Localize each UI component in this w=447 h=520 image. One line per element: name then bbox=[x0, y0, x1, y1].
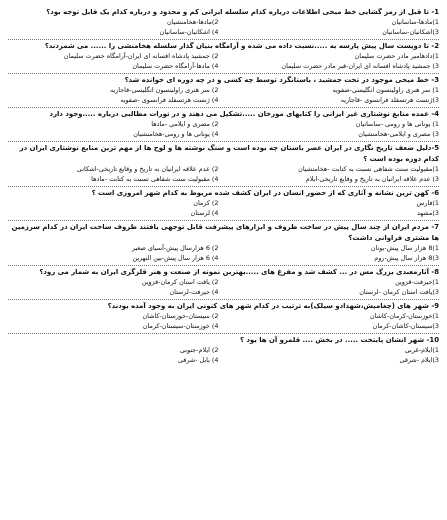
question-text: 1- تا قبل از رمز گشایی خط میخی اطلاعات درباره کدام سلسله ایرانی کم و محدود و درباره کدام یک قابل توجه بود؟ bbox=[46, 8, 439, 16]
option-4: 4) 6 هزار سال پیش-بین النهرین bbox=[132, 253, 219, 262]
question-7 bbox=[8, 221, 439, 266]
option-3: 3)یافت استان کرمان -لرستان bbox=[359, 287, 439, 296]
question-1 bbox=[8, 6, 439, 40]
question-text: 3- خط میخی موجود در تخت جمشید ، باستانگرد توسط چه کسی و در چه دوره ای خوانده شد؟ bbox=[124, 76, 439, 84]
question-2 bbox=[8, 40, 439, 74]
option-1: 1) یونانی ها و رومی -ساسانیان bbox=[355, 120, 439, 128]
options bbox=[8, 312, 439, 331]
option-2: 2) 6 هزارسال پیش-آسیای صغیر bbox=[131, 244, 219, 252]
question-text: 6- کهن ترین نشانه و آثاری که از حضور انسان در ایران کشف شده مربوط به کدام شهر امروزی است ؟ bbox=[91, 189, 439, 197]
question-text: 9- شهر های (چغامیش،شهدادو سیلک)به ترتیب در کدام شهر های کنونی ایران به وجود آمده بودند؟ bbox=[107, 302, 439, 310]
question-text: 8- آثارمعبدی بزرگ مس در ... کشف شد و مفرغ های .....بهترین نمونه از صنعت و هنر قلزگری ایران به شمار می رود؟ bbox=[39, 268, 439, 276]
options bbox=[8, 165, 439, 184]
question-10 bbox=[8, 334, 439, 367]
question-text: 5-دلیل ضعف تاریخ نگاری در ایران عصر باستان چه بوده است و سنگ نوشته ها و لوح ها از مهم ترین منابع نوشتاری ایران در کدام دوره بوده است ؟ bbox=[19, 144, 439, 163]
option-4: 4) مادها-آرامگاه حضرت سلیمان bbox=[132, 61, 219, 70]
options bbox=[8, 52, 439, 71]
option-2: 2) سیستان-خوزستان-کاشان bbox=[142, 312, 219, 320]
option-4: 4) اشکانیان-ساسانیان bbox=[159, 27, 219, 36]
option-2: 2) ایلام-جنوبی bbox=[179, 346, 219, 354]
option-4: 4) لرستان bbox=[190, 208, 219, 217]
option-2: 2) سر هنری راولینسون انگلیسی-قاجاریه bbox=[109, 86, 219, 94]
option-2: 2)مادها-هخامنشیان bbox=[167, 18, 219, 26]
options bbox=[8, 18, 439, 37]
option-3: 3)اشکانیان-ساسانیان bbox=[382, 27, 439, 36]
option-2: 2) کرمان bbox=[193, 199, 219, 207]
option-2: 2) عدم علاقه ایرانیان به تاریخ و وقایع تاریخی-اشکانی bbox=[76, 165, 219, 173]
question-5 bbox=[8, 142, 439, 187]
question-8 bbox=[8, 266, 439, 300]
question-3 bbox=[8, 74, 439, 108]
option-3: 3)ایلام -شرقی bbox=[399, 355, 439, 364]
option-1: 1)8 هزار سال پیش-یونان bbox=[370, 244, 439, 252]
option-4: 4) خوزستان-سیستان-کرمان bbox=[142, 321, 219, 330]
options bbox=[8, 278, 439, 297]
option-1: 1)ایلام-غربی bbox=[404, 346, 439, 354]
option-3: 3)سیستان-کاشان-کرمان bbox=[372, 321, 439, 330]
option-3: 3) عدم علاقه ایرانیان به تاریخ و وقایع تاریخی-ایلام bbox=[305, 174, 439, 183]
question-text: 10- شهر انشان پایتخت ..... در بخش .... قلمرو آن ها بود ؟ bbox=[239, 336, 439, 344]
options bbox=[8, 86, 439, 105]
option-4: 4) جیرفت-لرستان bbox=[169, 287, 219, 296]
option-1: 1)جیرفت-قزوین bbox=[395, 278, 439, 286]
question-4 bbox=[8, 108, 439, 142]
option-3: 3)8 هزار سال پیش-روم bbox=[374, 253, 439, 262]
question-9 bbox=[8, 300, 439, 334]
option-4: 4) بابل -شرقی bbox=[177, 355, 219, 364]
option-1: 1)خوزستان-کرمان-کاشان bbox=[369, 312, 439, 320]
option-4: 4) مقبولیت سنت شفاهی نسبت به کتابت -مادها bbox=[91, 174, 219, 183]
option-4: 4) یونانی ها و رومی-هخامنشیان bbox=[133, 129, 219, 138]
options bbox=[8, 244, 439, 263]
options bbox=[8, 120, 439, 139]
option-1: 1)دادهامیر مادر حضرت سلیمان bbox=[354, 52, 439, 60]
option-1: 1)فارس bbox=[416, 199, 439, 207]
option-2: 2) جمشید پادشاه افسانه ای ایران-آرامگاه حضرت سلیمان bbox=[63, 52, 219, 60]
option-1: 1) سر هنری راولینسون انگلیسی-صفویه bbox=[332, 86, 439, 94]
options bbox=[8, 346, 439, 365]
option-3: 3) مصری و ایلامی-هخامنشیان bbox=[358, 129, 439, 138]
option-4: 4) ژنست هرتسفلد فرانسوی -صفویه bbox=[120, 95, 219, 104]
option-3: 3)مشهد bbox=[417, 208, 439, 217]
option-1: 1)مادها-ساسانیان bbox=[391, 18, 439, 26]
options bbox=[8, 199, 439, 218]
question-6 bbox=[8, 187, 439, 221]
option-2: 2) مصری و ایلامی -مادها bbox=[151, 120, 219, 128]
question-text: 2- تا دویست سال پیش پارسه به .....نسبت داده می شده و آرامگاه بنیان گذار سلسله هخامنشی را ...... می شمردند؟ bbox=[44, 42, 439, 50]
option-2: 2) یافت استان کرمان-قزوین bbox=[141, 278, 219, 286]
option-1: 1)مقبولیت سنت شفاهی نسبت به کتابت -هخامنشیان bbox=[298, 165, 439, 173]
option-3: 3) جمشید پادشاه افسانه ای ایران-قبر مادر حضرت سلیمان bbox=[281, 61, 439, 70]
question-text: 7- مردم ایران از چند سال پیش در ساخت ظروف و ابزارهای پیشرفت قابل توجهی یافتند ظروف ساخت ایران در کدام سرزمین ها مشتری فراوانی داشت؟ bbox=[11, 223, 439, 242]
question-text: 4- عمده منابع نوشتاری غیر ایرانی را کتابهای مورخان .....تشکیل می دهند و در تورات مطالبی درباره .....وجود دارد bbox=[49, 110, 439, 118]
option-3: 3)ژنست هرتسفلد فرانسوی -قاجاریه bbox=[340, 95, 439, 104]
